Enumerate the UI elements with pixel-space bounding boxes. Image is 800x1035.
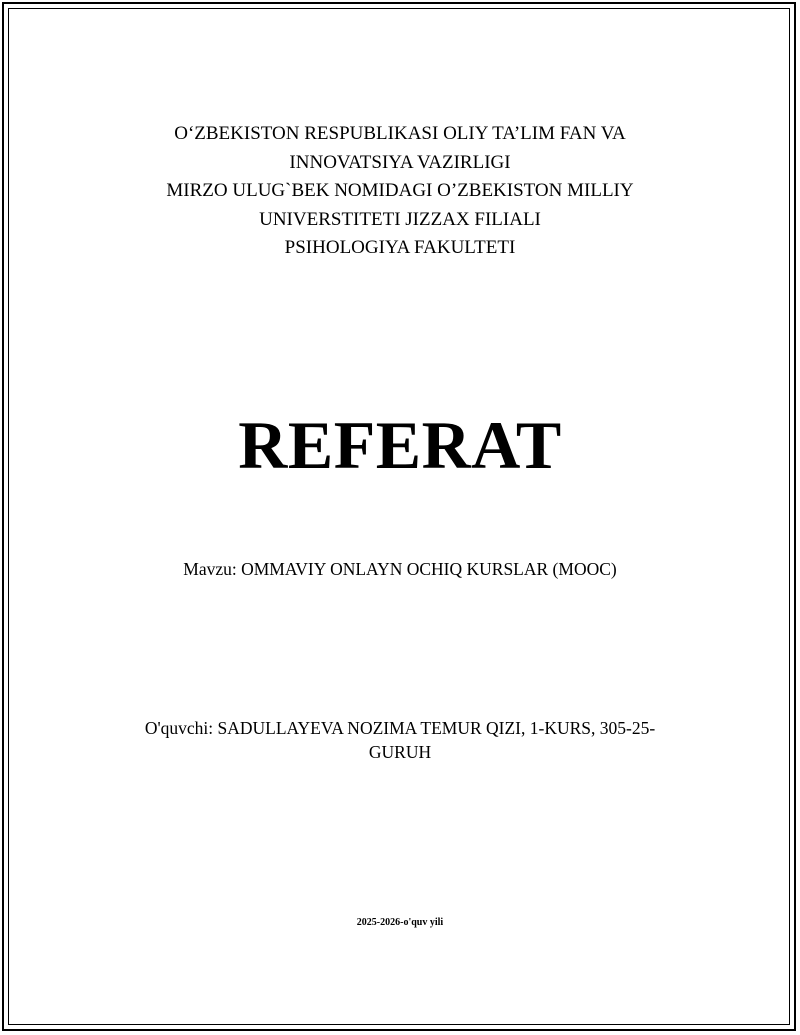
student-info-line-1: O'quvchi: SADULLAYEVA NOZIMA TEMUR QIZI, 1-KURS, 305-25- <box>144 718 656 738</box>
faculty-line: PSIHOLOGIYA FAKULTETI <box>284 237 516 258</box>
student-info-line-2: GURUH <box>368 742 432 762</box>
ministry-line-1: O‘ZBEKISTON RESPUBLIKASI OLIY TA’LIM FAN VA <box>174 123 626 144</box>
academic-year: 2025-2026-o'quv yili <box>356 917 444 928</box>
ministry-line-2: INNOVATSIYA VAZIRLIGI <box>289 151 511 173</box>
university-line-1: MIRZO ULUG`BEK NOMIDAGI O’ZBEKISTON MILLIY <box>166 180 634 201</box>
university-line-2: UNIVERSTITETI JIZZAX FILIALI <box>259 208 541 230</box>
document-title: REFERAT <box>238 407 562 483</box>
topic-line: Mavzu: OMMAVIY ONLAYN OCHIQ KURSLAR (MOOC) <box>183 559 617 579</box>
student-info <box>0 716 800 764</box>
